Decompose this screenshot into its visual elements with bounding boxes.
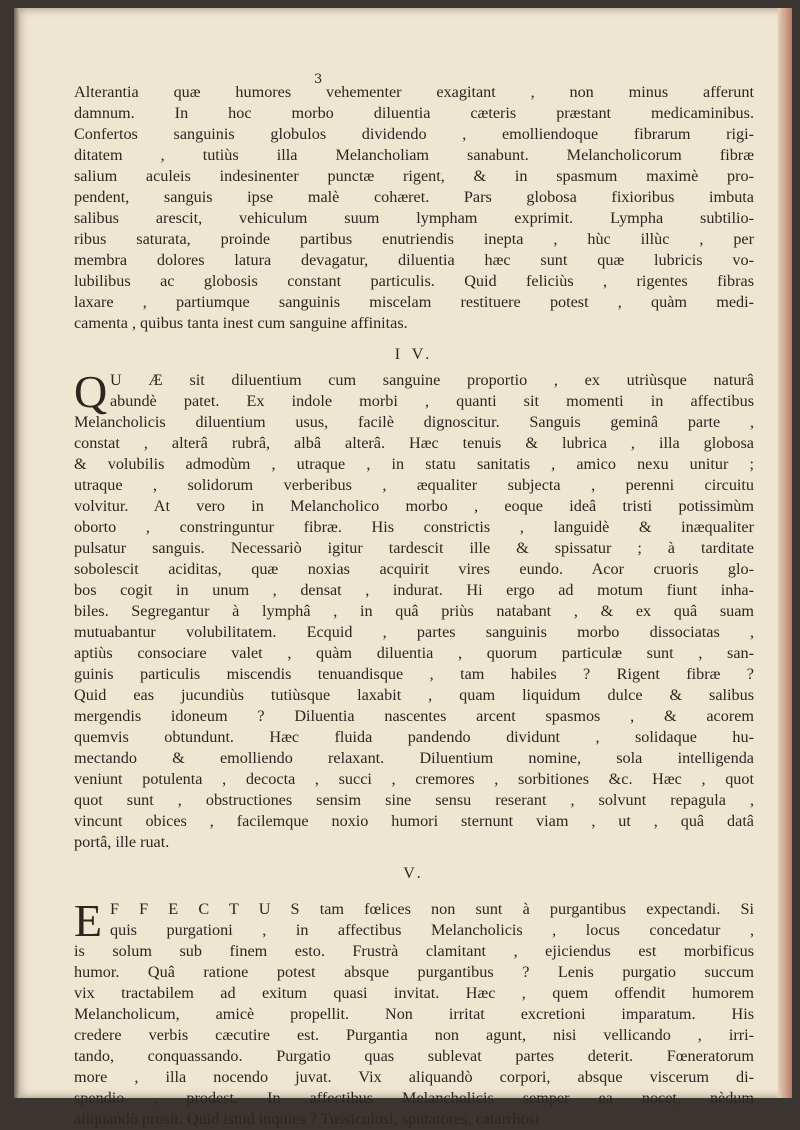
text-line: spendio , prodest. In affectibus Melancholicis semper ea nocet, nèdum — [74, 1089, 754, 1107]
text-line: camenta , quibus tanta inest cum sanguine affinitas. — [74, 314, 408, 332]
text-line: Confertos sanguinis globulos dividendo , emolliendoque fibrarum rigi- — [74, 125, 754, 143]
text-line: salibus arescit, vehiculum suum lympham exprimit. Lympha subtilio- — [74, 209, 754, 227]
page-gutter-shadow — [14, 8, 20, 1098]
text-line: guinis particulis miscendis tenuandisque , tam habiles ? Rigent fibræ ? — [74, 665, 754, 683]
text-line: constat , alterâ rubrâ, albâ alterâ. Hæc tenuis & lubrica , illa globosa — [74, 434, 754, 452]
text-line: damnum. In hoc morbo diluentia cæteris præstant medicaminibus. — [74, 104, 754, 122]
text-line: portâ, ille ruat. — [74, 833, 170, 851]
text-line: more , illa nocendo juvat. Vix aliquandò corpori, absque viscerum di- — [74, 1068, 754, 1086]
section-heading-v: V. — [403, 865, 425, 882]
text-line: mutuabantur volubilitatem. Ecquid , partes sanguinis morbo dissociatas , — [74, 623, 754, 641]
drop-cap-q: Q — [74, 366, 108, 417]
text-line: U Æ sit diluentium cum sanguine proportio , ex utriùsque naturâ — [110, 371, 754, 389]
text-line: vix tractabilem ad exitum quasi invitat. Hæc , quem offendit humorem — [74, 984, 754, 1002]
text-line: volvitur. At vero in Melancholico morbo , eoque ideâ tristi potissimùm — [74, 497, 754, 515]
text-line: Melancholicum, amicè propellit. Non irritat excretioni imparatum. His — [74, 1005, 754, 1023]
drop-cap-e: E — [74, 895, 103, 946]
text-line: pulsatur sanguis. Necessariò igitur tardescit ille & spissatur ; à tarditate — [74, 539, 754, 557]
text-line: aliquandò prosit. Quid istud inquies ? Tussiculosi, sputatores, catarrhosi — [74, 1110, 540, 1128]
text-line: vincunt obices , facilemque noxio humori sternunt viam , ut , quâ datâ — [74, 812, 754, 830]
text-line: aptiùs consociare valet , quàm diluentia , quorum particulæ sunt , san- — [74, 644, 754, 662]
text-line: laxare , partiumque sanguinis miscelam restituere potest , quàm medi- — [74, 293, 754, 311]
text-line: quemvis obtundunt. Hæc fluida pandendo dividunt , solidaque hu- — [74, 728, 754, 746]
text-line: oborto , constringuntur fibræ. His constrictis , languidè & inæqualiter — [74, 518, 754, 536]
text-line: biles. Segregantur à lymphâ , in quâ priùs natabant , & ex quâ suam — [74, 602, 754, 620]
paragraph-iv — [74, 366, 754, 853]
text-line: & volubilis admodùm , utraque , in statu sanitatis , amico nexu unitur ; — [74, 455, 754, 473]
text-line: pendent, sanguis ipse malè cohæret. Pars globosa fixioribus imbuta — [74, 188, 754, 206]
paragraph-v — [74, 895, 754, 1130]
text-line: membra dolores latura devagatur, diluentia hæc sunt quæ lubricis vo- — [74, 251, 754, 269]
text-line: mectando & emolliendo relaxant. Diluentium nomine, sola intelligenda — [74, 749, 754, 767]
text-line: bos cogit in unum , densat , indurat. Hi ergo ad motum fiunt inha- — [74, 581, 754, 599]
text-line: sobolescit aciditas, quæ noxias acquirit vires eundo. Acor cruoris glo- — [74, 560, 754, 578]
text-line: salium aculeis indesinenter punctæ rigent, & in spasmum maximè pro- — [74, 167, 754, 185]
page-number: 3 — [314, 72, 323, 87]
text-line: ditatem , tutiùs illa Melancholiam sanabunt. Melancholicorum fibræ — [74, 146, 754, 164]
book-page — [14, 8, 792, 1128]
text-line: credere verbis cæcutire est. Purgantia non agunt, nisi vellicando , irri- — [74, 1026, 754, 1044]
text-line: quis purgationi , in affectibus Melancholicis , locus concedatur , — [110, 921, 754, 939]
text-line: utraque , solidorum verberibus , æqualiter subjecta , perenni circuitu — [74, 476, 754, 494]
text-line: is solum sub finem esto. Frustrà clamitant , ejiciendus est morbificus — [74, 942, 754, 960]
text-line: Melancholicis diluentium usus, facilè dignoscitur. Sanguis geminâ parte , — [74, 413, 754, 431]
text-line: abundè patet. Ex indole morbi , quanti sit momenti in affectibus — [110, 392, 754, 410]
text-line: mergendis idoneum ? Diluentia nascentes arcent spasmos , & acorem — [74, 707, 754, 725]
text-line: Quid eas jucundiùs tutiùsque laxabit , quam liquidum dulce & salibus — [74, 686, 754, 704]
page-fore-edge — [778, 8, 792, 1098]
text-line: F F E C T U S tam fœlices non sunt à purgantibus expectandi. Si — [110, 900, 754, 918]
text-line: ribus saturata, proinde partibus enutriendis inepta , hùc illùc , per — [74, 230, 754, 248]
text-line: humor. Quâ ratione potest absque purgantibus ? Lenis purgatio succum — [74, 963, 754, 981]
text-line: tando, conquassando. Purgatio quas sublevat partes deterit. Fœneratorum — [74, 1047, 754, 1065]
section-heading-iv: I V. — [394, 346, 434, 363]
text-line: quot sunt , obstructiones sensim sine sensu reserant , solvunt repagula , — [74, 791, 754, 809]
text-block — [74, 82, 754, 1130]
paragraph-alterantia — [74, 82, 754, 334]
text-line: Alterantia quæ humores vehementer exagitant , non minus afferunt — [74, 83, 754, 101]
text-line: lubilibus ac globosis constant particulis. Quid feliciùs , rigentes fibras — [74, 272, 754, 290]
text-line: veniunt potulenta , decocta , succi , cremores , sorbitiones &c. Hæc , quot — [74, 770, 754, 788]
